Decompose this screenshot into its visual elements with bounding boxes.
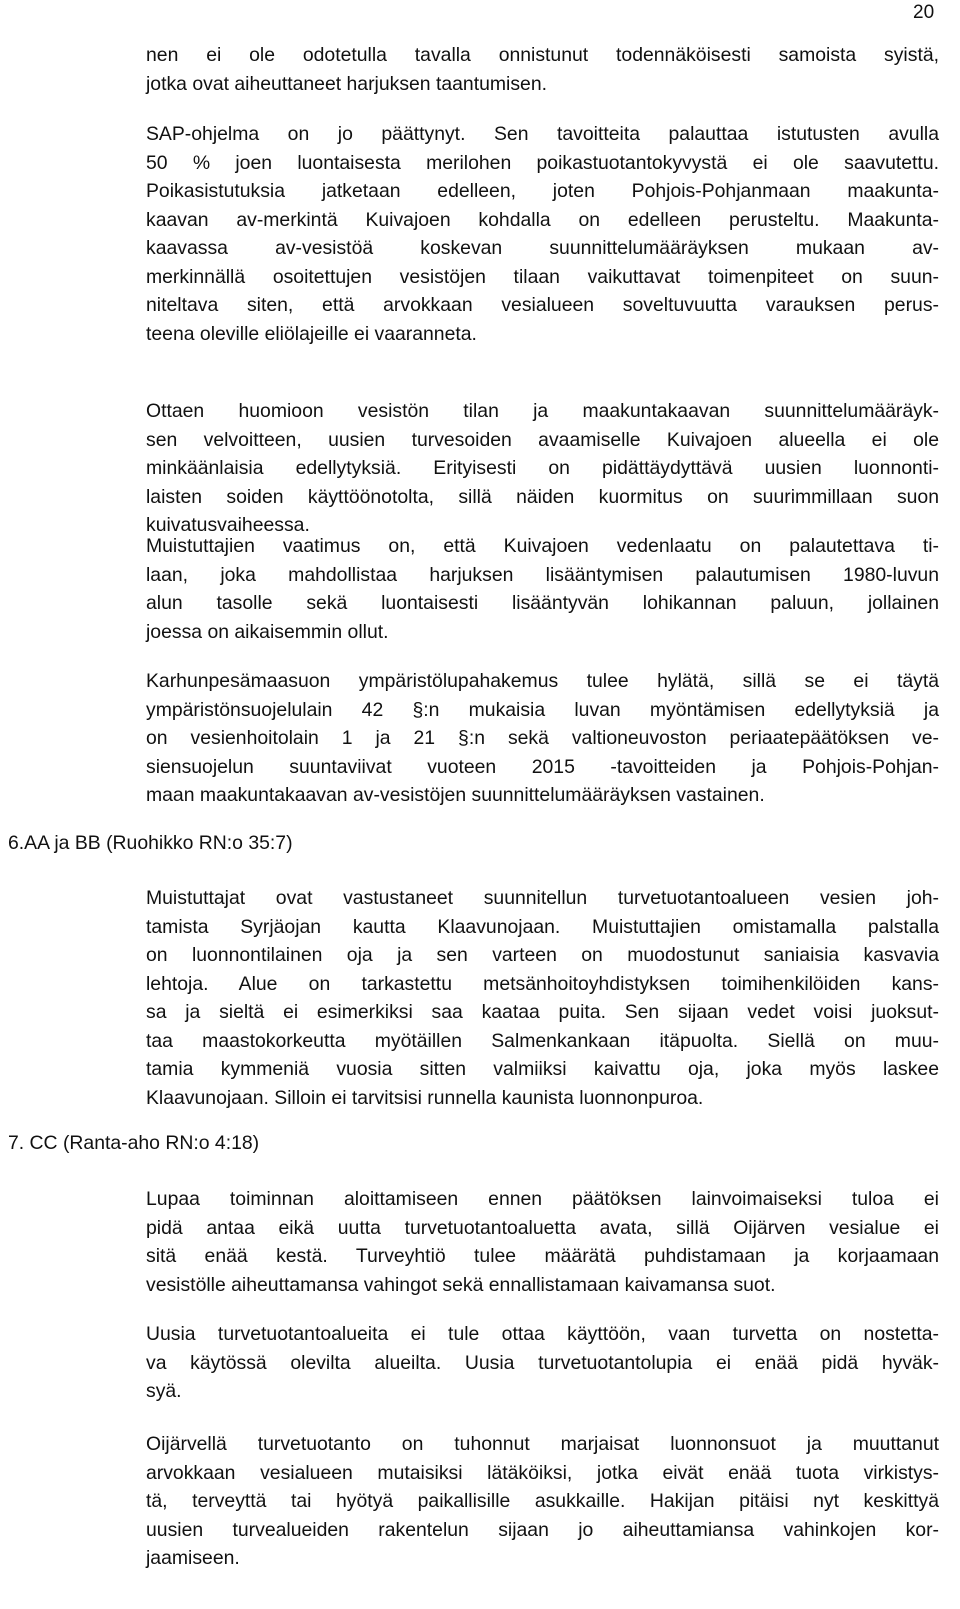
text-line: maan maakuntakaavan av-vesistöjen suunnittelumääräyksen vastainen. (146, 784, 765, 806)
paragraph (146, 41, 939, 98)
text-line: syä. (146, 1380, 182, 1402)
text-line: pidä antaa eikä uutta turvetuotantoaluetta avata, sillä Oijärven vesialue ei (146, 1216, 939, 1239)
text-line: kaavan av-merkintä Kuivajoen kohdalla on edelleen perusteltu. Maakunta- (146, 208, 939, 231)
paragraph (146, 120, 939, 348)
paragraph (146, 1320, 939, 1406)
text-line: sitä enää kestä. Turveyhtiö tulee määrätä puhdistamaan ja korjaamaan (146, 1245, 939, 1267)
text-line: 50 % joen luontaisesta merilohen poikastuotantokyvystä ei ole saavutettu. (146, 151, 939, 174)
text-line: jaamiseen. (146, 1547, 240, 1569)
text-line: Poikasistutuksia jatketaan edelleen, joten Pohjois-Pohjanmaan maakunta- (146, 180, 939, 202)
text-line: on luonnontilainen oja ja sen varteen on muodostunut saniaisia kasvavia (146, 944, 939, 966)
paragraph (146, 884, 939, 1112)
text-line: laan, joka mahdollistaa harjuksen lisääntymisen palautumisen 1980-luvun (146, 563, 939, 586)
page-number: 20 (913, 2, 935, 23)
text-line: taa maastokorkeutta myötäillen Salmenkankaan itäpuolta. Siellä on muu- (146, 1029, 939, 1052)
text-line: kaavassa av-vesistöä koskevan suunnittelumääräyksen mukaan av- (146, 237, 939, 259)
text-line: sen velvoitteen, uusien turvesoiden avaamiselle Kuivajoen alueella ei ole (146, 428, 939, 451)
text-line: Ottaen huomioon vesistön tilan ja maakuntakaavan suunnittelumääräyk- (146, 400, 939, 422)
text-line: on vesienhoitolain 1 ja 21 §:n sekä valtioneuvoston periaatepäätöksen ve- (146, 727, 939, 749)
text-line: joessa on aikaisemmin ollut. (146, 620, 389, 643)
text-line: kuivatusvaiheessa. (146, 514, 310, 536)
paragraph (146, 667, 939, 810)
text-line: sa ja sieltä ei esimerkiksi saa kaataa puita. Sen sijaan vedet voisi juoksut- (146, 1001, 939, 1023)
text-line: jotka ovat aiheuttaneet harjuksen taantumisen. (146, 72, 548, 95)
text-line: Oijärvellä turvetuotanto on tuhonnut marjaisat luonnonsuot ja muuttanut (146, 1433, 939, 1455)
text-line: Muistuttajat ovat vastustaneet suunnitellun turvetuotantoalueen vesien joh- (146, 887, 939, 909)
paragraph (146, 1430, 939, 1573)
paragraph (146, 532, 939, 646)
text-line: tä, terveyttä tai hyötyä paikallisille asukkaille. Hakijan pitäisi nyt keskittyä (146, 1490, 939, 1512)
text-line: uusien turvealueiden rakentelun sijaan jo aiheuttamiansa vahinkojen kor- (146, 1518, 939, 1541)
text-line: alun tasolle sekä luontaisesti lisääntyvän lohikannan paluun, jollainen (146, 592, 939, 614)
section-heading-7: 7. CC (Ranta-aho RN:o 4:18) (8, 1132, 260, 1154)
text-line: Uusia turvetuotantoalueita ei tule ottaa käyttöön, vaan turvetta on nostetta- (146, 1323, 939, 1345)
section-heading-6: 6.AA ja BB (Ruohikko RN:o 35:7) (8, 832, 293, 854)
text-line: tamia kymmeniä vuosia sitten valmiiksi kaivattu oja, joka myös laskee (146, 1058, 939, 1080)
text-line: SAP-ohjelma on jo päättynyt. Sen tavoitteita palauttaa istutusten avulla (146, 123, 939, 145)
text-line: siensuojelun suuntaviivat vuoteen 2015 -tavoitteiden ja Pohjois-Pohjan- (146, 755, 939, 778)
text-line: va käytössä olevilta alueilta. Uusia turvetuotantolupia ei enää pidä hyväk- (146, 1351, 939, 1374)
text-line: minkäänlaisia edellytyksiä. Erityisesti on pidättäydyttävä uusien luonnonti- (146, 457, 939, 479)
text-line: ympäristönsuojelulain 42 §:n mukaisia luvan myöntämisen edellytyksiä ja (146, 698, 939, 721)
text-line: laisten soiden käyttöönotolta, sillä näiden kuormitus on suurimmillaan suon (146, 485, 939, 508)
text-line: Lupaa toiminnan aloittamiseen ennen päätöksen lainvoimaiseksi tuloa ei (146, 1188, 939, 1210)
text-line: niteltava siten, että arvokkaan vesialueen soveltuvuutta varauksen perus- (146, 294, 939, 316)
paragraph (146, 397, 939, 540)
text-line: tamista Syrjäojan kautta Klaavunojaan. Muistuttajien omistamalla palstalla (146, 915, 939, 938)
text-line: merkinnällä osoitettujen vesistöjen tilaan vaikuttavat toimenpiteet on suun- (146, 265, 939, 288)
text-line: Muistuttajien vaatimus on, että Kuivajoen vedenlaatu on palautettava ti- (146, 535, 939, 557)
text-line: nen ei ole odotetulla tavalla onnistunut todennäköisesti samoista syistä, (146, 44, 939, 66)
text-line: Klaavunojaan. Silloin ei tarvitsisi runnella kaunista luonnonpuroa. (146, 1086, 704, 1109)
paragraph (146, 1185, 939, 1299)
text-line: Karhunpesämaasuon ympäristölupahakemus tulee hylätä, sillä se ei täytä (146, 670, 939, 692)
text-line: arvokkaan vesialueen mutaisiksi lätäköiksi, jotka eivät enää tuota virkistys- (146, 1461, 939, 1484)
text-line: vesistölle aiheuttamansa vahingot sekä ennallistamaan kaivamansa suot. (146, 1273, 776, 1296)
text-line: lehtoja. Alue on tarkastettu metsänhoitoyhdistyksen toimihenkilöiden kans- (146, 972, 939, 995)
text-line: teena oleville eliölajeille ei vaaranneta. (146, 322, 477, 345)
